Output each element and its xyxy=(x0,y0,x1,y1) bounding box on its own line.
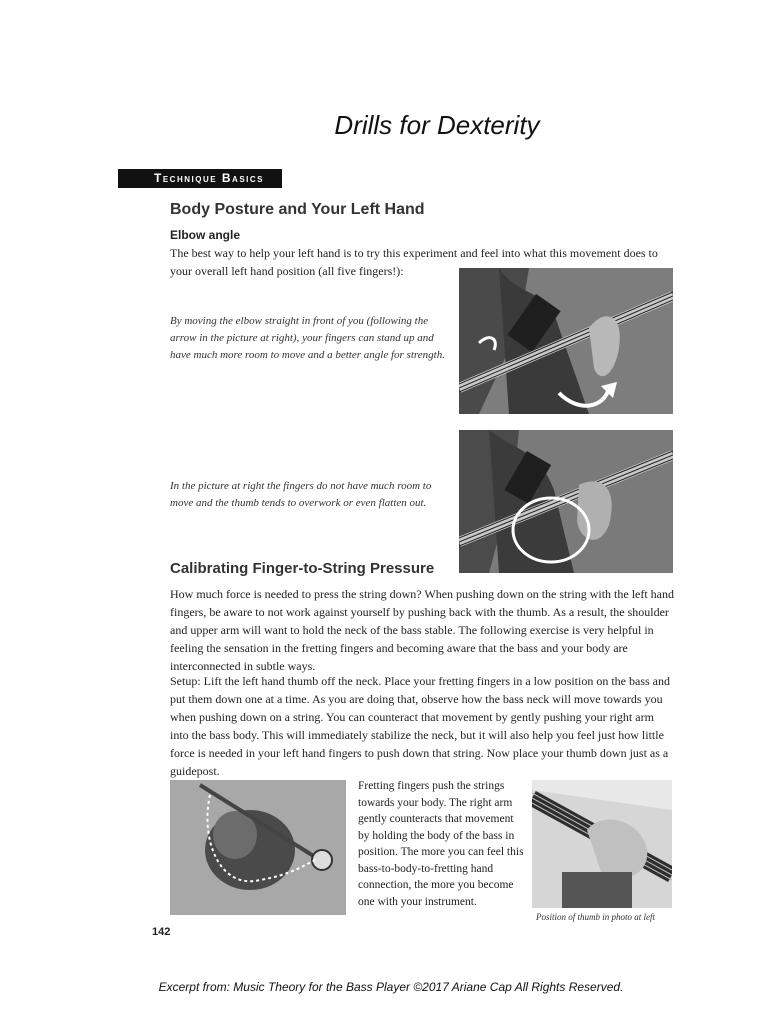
fretting-caption: Fretting fingers push the strings towards your body. The right arm gently counteracts that movement by holding the body of the bass in position. The more you can feel this bass-to-body-to-fretting hand connection, the more you become one with your instrument. xyxy=(358,780,524,908)
thumb-photo-caption: Position of thumb in photo at left xyxy=(536,912,655,922)
section-heading-posture: Body Posture and Your Left Hand xyxy=(170,201,425,218)
subheading-elbow-angle: Elbow angle xyxy=(170,228,241,242)
page-title: Drills for Dexterity xyxy=(334,110,540,140)
page-number: 142 xyxy=(152,926,171,938)
footer-excerpt: Excerpt from: Music Theory for the Bass Player ©2017 Ariane Cap All Rights Reserved. xyxy=(158,980,624,994)
elbow-forward-note: By moving the elbow straight in front of you (following the arrow in the picture at right), your fingers can stand up and have much more room to move and a better angle for strength. xyxy=(170,315,445,361)
bass-elbow-back-photo xyxy=(459,430,673,573)
bass-elbow-forward-photo xyxy=(459,268,673,414)
pressure-paragraph: How much force is needed to press the string down? When pushing down on the string with the left hand fingers, be aware to not work against yourself by pushing back with the thumb. As a result, the shoulder and upper arm will want to hold the neck of the bass stable. The following exercise is very helpful in feeling the sensation in the fretting fingers and becoming aware that the bass and your body are interconnected in subtle ways. xyxy=(170,587,675,673)
section-heading-pressure: Calibrating Finger-to-String Pressure xyxy=(170,560,435,577)
elbow-back-note: In the picture at right the fingers do not have much room to move and the thumb tends to overwork or even flatten out. xyxy=(170,480,432,509)
thumb-position-photo xyxy=(532,780,672,908)
intro-paragraph: The best way to help your left hand is to try this experiment and feel into what this movement does to your overall left hand position (all five fingers!): xyxy=(170,246,658,278)
overhead-playing-photo xyxy=(170,780,346,915)
setup-paragraph: Setup: Lift the left hand thumb off the neck. Place your fretting fingers in a low position on the bass and put them down one at a time. As you are doing that, observe how the bass neck will move towards you when pushing down on a string. You can counteract that movement by gently pushing your right arm into the bass body. This will immediately stabilize the neck, but it will also help you feel just how little force is needed in your left hand fingers to push down that string. Now place your thumb down just as a guidepost. xyxy=(170,674,671,778)
section-bar-label: Technique Basics xyxy=(118,169,282,188)
